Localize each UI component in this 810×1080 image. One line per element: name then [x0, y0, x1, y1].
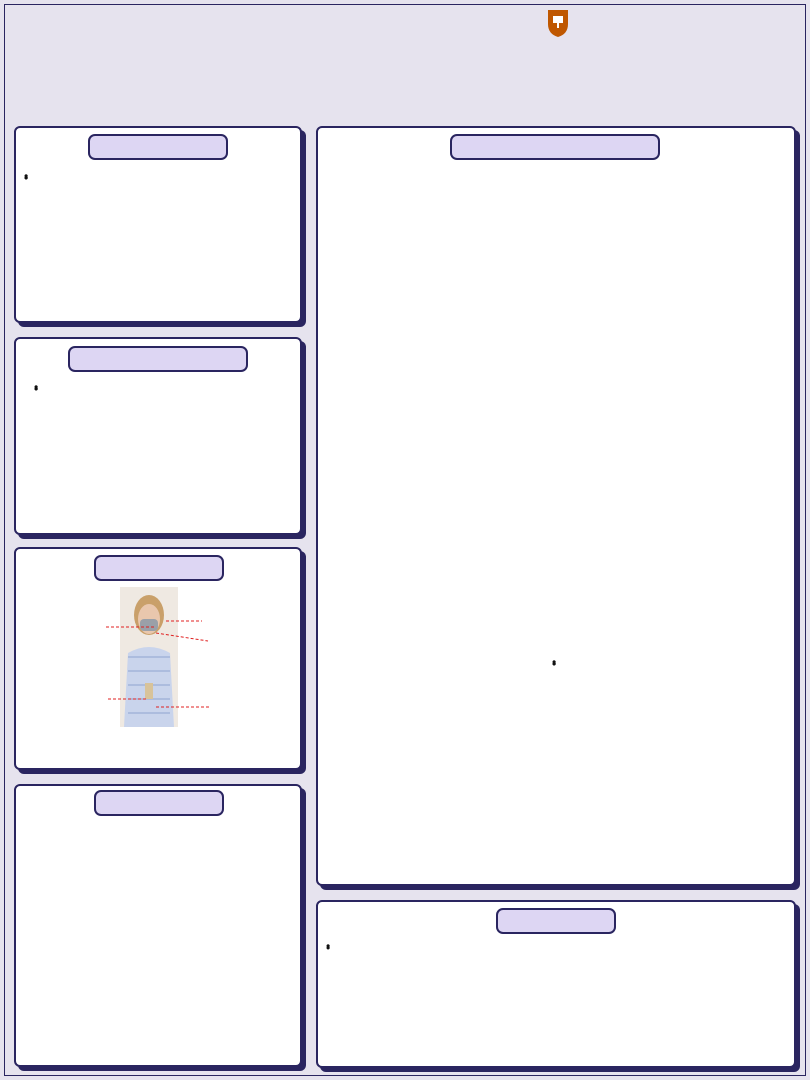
prototype-leader-lines [16, 549, 304, 772]
figure2-plot [22, 897, 274, 1029]
training-panel [14, 784, 302, 1067]
intro-list [22, 168, 294, 170]
bbb-title [450, 134, 660, 160]
military-title [68, 346, 248, 372]
intro-title [88, 134, 228, 160]
bbb-panel [316, 126, 796, 886]
results-list [550, 654, 788, 656]
conclusions-panel [316, 900, 796, 1068]
intro-panel [14, 126, 302, 323]
prototype-panel [14, 547, 302, 770]
military-panel [14, 337, 302, 535]
figure4-plot [322, 658, 544, 846]
training-title [94, 790, 224, 816]
conclusions-title [496, 908, 616, 934]
military-list [32, 379, 294, 381]
ut-seal-icon [546, 8, 570, 38]
figure3-zoom-plots [322, 454, 786, 610]
conclusions-list [324, 938, 790, 940]
ut-logo [546, 8, 796, 40]
